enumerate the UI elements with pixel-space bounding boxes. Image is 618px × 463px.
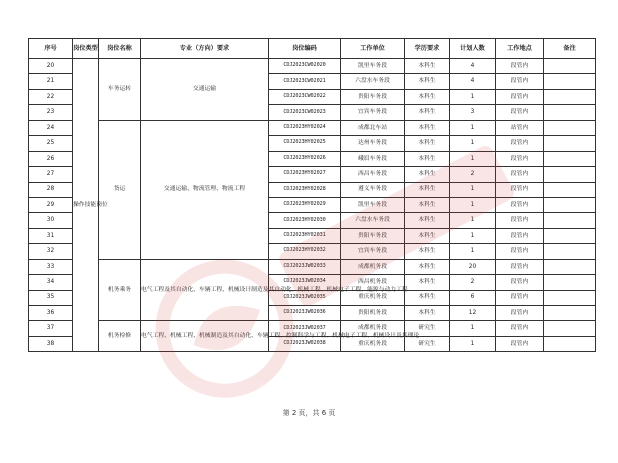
- cell-no: 32: [29, 244, 73, 259]
- table-header-row: [29, 39, 596, 59]
- cell-note: [544, 244, 596, 259]
- cell-plan-count: 4: [450, 59, 496, 74]
- cell-post-name: 车务运转: [99, 59, 141, 121]
- cell-major: 交通运输: [141, 59, 269, 121]
- table-row: [29, 321, 596, 336]
- cell-plan-count: 1: [450, 244, 496, 259]
- cell-plan-count: 1: [450, 228, 496, 243]
- cell-no: 38: [29, 336, 73, 351]
- cell-no: 34: [29, 275, 73, 290]
- cell-no: 29: [29, 197, 73, 212]
- cell-unit: 成都机务段: [341, 259, 405, 274]
- cell-location: 段管内: [496, 105, 544, 120]
- header-education: 学历要求: [405, 39, 450, 59]
- cell-location: 段管内: [496, 136, 544, 151]
- header-unit: 工作单位: [341, 39, 405, 59]
- cell-unit: 六盘水车务段: [341, 213, 405, 228]
- header-post-name: 岗位名称: [99, 39, 141, 59]
- cell-education: 本科生: [405, 151, 450, 166]
- cell-education: 本科生: [405, 74, 450, 89]
- cell-unit: 宜宾车务段: [341, 105, 405, 120]
- cell-location: 段管内: [496, 306, 544, 321]
- table-row: [29, 120, 596, 135]
- cell-plan-count: 1: [450, 182, 496, 197]
- cell-code: CDJ2023HY02024: [269, 120, 341, 135]
- cell-education: 本科生: [405, 136, 450, 151]
- cell-unit: 贵阳车务段: [341, 228, 405, 243]
- cell-no: 31: [29, 228, 73, 243]
- cell-note: [544, 182, 596, 197]
- cell-location: 站管内: [496, 120, 544, 135]
- cell-code: CDJ2023HY02027: [269, 167, 341, 182]
- cell-education: 本科生: [405, 290, 450, 305]
- cell-code: CDJ2023JW02036: [269, 306, 341, 321]
- cell-plan-count: 12: [450, 306, 496, 321]
- cell-note: [544, 89, 596, 104]
- cell-no: 21: [29, 74, 73, 89]
- cell-unit: 重庆机务段: [341, 336, 405, 351]
- cell-major: 交通运输、物流管理、物流工程: [141, 120, 269, 259]
- header-major: 专业（方向）要求: [141, 39, 269, 59]
- cell-note: [544, 306, 596, 321]
- cell-location: 段管内: [496, 197, 544, 212]
- cell-education: 本科生: [405, 213, 450, 228]
- cell-plan-count: 1: [450, 120, 496, 135]
- cell-plan-count: 1: [450, 197, 496, 212]
- cell-plan-count: 1: [450, 151, 496, 166]
- recruitment-table: [28, 38, 596, 352]
- cell-location: 段管内: [496, 182, 544, 197]
- cell-unit: 西昌车务段: [341, 167, 405, 182]
- cell-note: [544, 136, 596, 151]
- cell-education: 本科生: [405, 89, 450, 104]
- cell-plan-count: 3: [450, 105, 496, 120]
- cell-no: 23: [29, 105, 73, 120]
- cell-post-name: 货运: [99, 120, 141, 259]
- cell-code: CDJ2023HY02029: [269, 197, 341, 212]
- header-post-code: 岗位编码: [269, 39, 341, 59]
- cell-education: 研究生: [405, 336, 450, 351]
- cell-code: CDJ2023CW02020: [269, 59, 341, 74]
- cell-major: 电气工程、机械工程、机械制造及其自动化、车辆工程、控制科学与工程、机械电子工程、机械设计及其理论: [141, 321, 269, 352]
- cell-plan-count: 1: [450, 336, 496, 351]
- cell-education: 本科生: [405, 182, 450, 197]
- cell-no: 25: [29, 136, 73, 151]
- cell-code: CDJ2023JW02033: [269, 259, 341, 274]
- header-note: 备注: [544, 39, 596, 59]
- header-location: 工作地点: [496, 39, 544, 59]
- cell-location: 段管内: [496, 59, 544, 74]
- cell-note: [544, 259, 596, 274]
- cell-post-name: 机务乘务: [99, 259, 141, 321]
- cell-note: [544, 105, 596, 120]
- cell-no: 20: [29, 59, 73, 74]
- cell-code: CDJ2023HY02032: [269, 244, 341, 259]
- cell-code: CDJ2023HY02030: [269, 213, 341, 228]
- cell-note: [544, 213, 596, 228]
- cell-note: [544, 151, 596, 166]
- header-post-type: 岗位类型: [73, 39, 99, 59]
- cell-code: CDJ2023CW02021: [269, 74, 341, 89]
- cell-education: 本科生: [405, 259, 450, 274]
- cell-education: 本科生: [405, 105, 450, 120]
- cell-unit: 西昌机务段: [341, 275, 405, 290]
- cell-plan-count: 1: [450, 321, 496, 336]
- cell-note: [544, 336, 596, 351]
- cell-no: 28: [29, 182, 73, 197]
- cell-location: 段管内: [496, 89, 544, 104]
- header-no: 序号: [29, 39, 73, 59]
- page-footer: 第 2 页，共 6 页: [282, 409, 336, 417]
- cell-no: 27: [29, 167, 73, 182]
- cell-unit: 成都机务段: [341, 321, 405, 336]
- cell-no: 26: [29, 151, 73, 166]
- cell-note: [544, 321, 596, 336]
- cell-location: 段管内: [496, 244, 544, 259]
- cell-code: CDJ2023JW02038: [269, 336, 341, 351]
- cell-note: [544, 120, 596, 135]
- cell-code: CDJ2023HY02028: [269, 182, 341, 197]
- cell-no: 37: [29, 321, 73, 336]
- cell-location: 段管内: [496, 213, 544, 228]
- cell-location: 段管内: [496, 259, 544, 274]
- cell-code: CDJ2023JW02034: [269, 275, 341, 290]
- cell-plan-count: 2: [450, 167, 496, 182]
- cell-plan-count: 1: [450, 89, 496, 104]
- cell-unit: 凯里车务段: [341, 59, 405, 74]
- cell-no: 22: [29, 89, 73, 104]
- cell-code: CDJ2023HY02031: [269, 228, 341, 243]
- cell-education: 本科生: [405, 306, 450, 321]
- cell-post-name: 机务检修: [99, 321, 141, 352]
- cell-unit: 重庆机务段: [341, 290, 405, 305]
- cell-plan-count: 6: [450, 290, 496, 305]
- cell-education: 本科生: [405, 228, 450, 243]
- cell-post-type: 操作技能岗位: [73, 59, 99, 352]
- cell-location: 段管内: [496, 290, 544, 305]
- cell-no: 24: [29, 120, 73, 135]
- cell-plan-count: 20: [450, 259, 496, 274]
- table-row: [29, 59, 596, 74]
- cell-unit: 贵阳车务段: [341, 89, 405, 104]
- cell-no: 33: [29, 259, 73, 274]
- cell-education: 本科生: [405, 275, 450, 290]
- cell-unit: 遵义车务段: [341, 182, 405, 197]
- cell-major: 电气工程及其自动化、车辆工程、机械设计制造及其自动化、机械工程、机械电子工程、能源与动力工程: [141, 259, 269, 321]
- cell-location: 段管内: [496, 275, 544, 290]
- cell-unit: 达州车务段: [341, 136, 405, 151]
- cell-note: [544, 290, 596, 305]
- table-row: [29, 259, 596, 274]
- cell-note: [544, 197, 596, 212]
- cell-note: [544, 167, 596, 182]
- cell-unit: 凯里车务段: [341, 197, 405, 212]
- cell-plan-count: 4: [450, 74, 496, 89]
- cell-code: CDJ2023CW02023: [269, 105, 341, 120]
- cell-code: CDJ2023CW02022: [269, 89, 341, 104]
- cell-education: 本科生: [405, 120, 450, 135]
- cell-location: 段管内: [496, 167, 544, 182]
- cell-note: [544, 59, 596, 74]
- header-plan-count: 计划人数: [450, 39, 496, 59]
- cell-unit: 宜宾车务段: [341, 244, 405, 259]
- cell-code: CDJ2023JW02035: [269, 290, 341, 305]
- cell-education: 本科生: [405, 244, 450, 259]
- cell-unit: 贵阳机务段: [341, 306, 405, 321]
- cell-unit: 六盘水车务段: [341, 74, 405, 89]
- cell-location: 段管内: [496, 151, 544, 166]
- cell-education: 本科生: [405, 167, 450, 182]
- cell-no: 36: [29, 306, 73, 321]
- cell-plan-count: 1: [450, 213, 496, 228]
- cell-note: [544, 275, 596, 290]
- cell-code: CDJ2023HY02026: [269, 151, 341, 166]
- cell-note: [544, 228, 596, 243]
- cell-education: 本科生: [405, 59, 450, 74]
- cell-no: 35: [29, 290, 73, 305]
- cell-no: 30: [29, 213, 73, 228]
- cell-location: 段管内: [496, 336, 544, 351]
- cell-education: 本科生: [405, 197, 450, 212]
- cell-plan-count: 2: [450, 275, 496, 290]
- cell-code: CDJ2023HY02025: [269, 136, 341, 151]
- cell-location: 段管内: [496, 74, 544, 89]
- cell-note: [544, 74, 596, 89]
- cell-location: 段管内: [496, 228, 544, 243]
- cell-education: 研究生: [405, 321, 450, 336]
- cell-location: 段管内: [496, 321, 544, 336]
- cell-unit: 峨眉车务段: [341, 151, 405, 166]
- cell-code: CDJ2023JW02037: [269, 321, 341, 336]
- cell-plan-count: 1: [450, 136, 496, 151]
- cell-unit: 成都北车站: [341, 120, 405, 135]
